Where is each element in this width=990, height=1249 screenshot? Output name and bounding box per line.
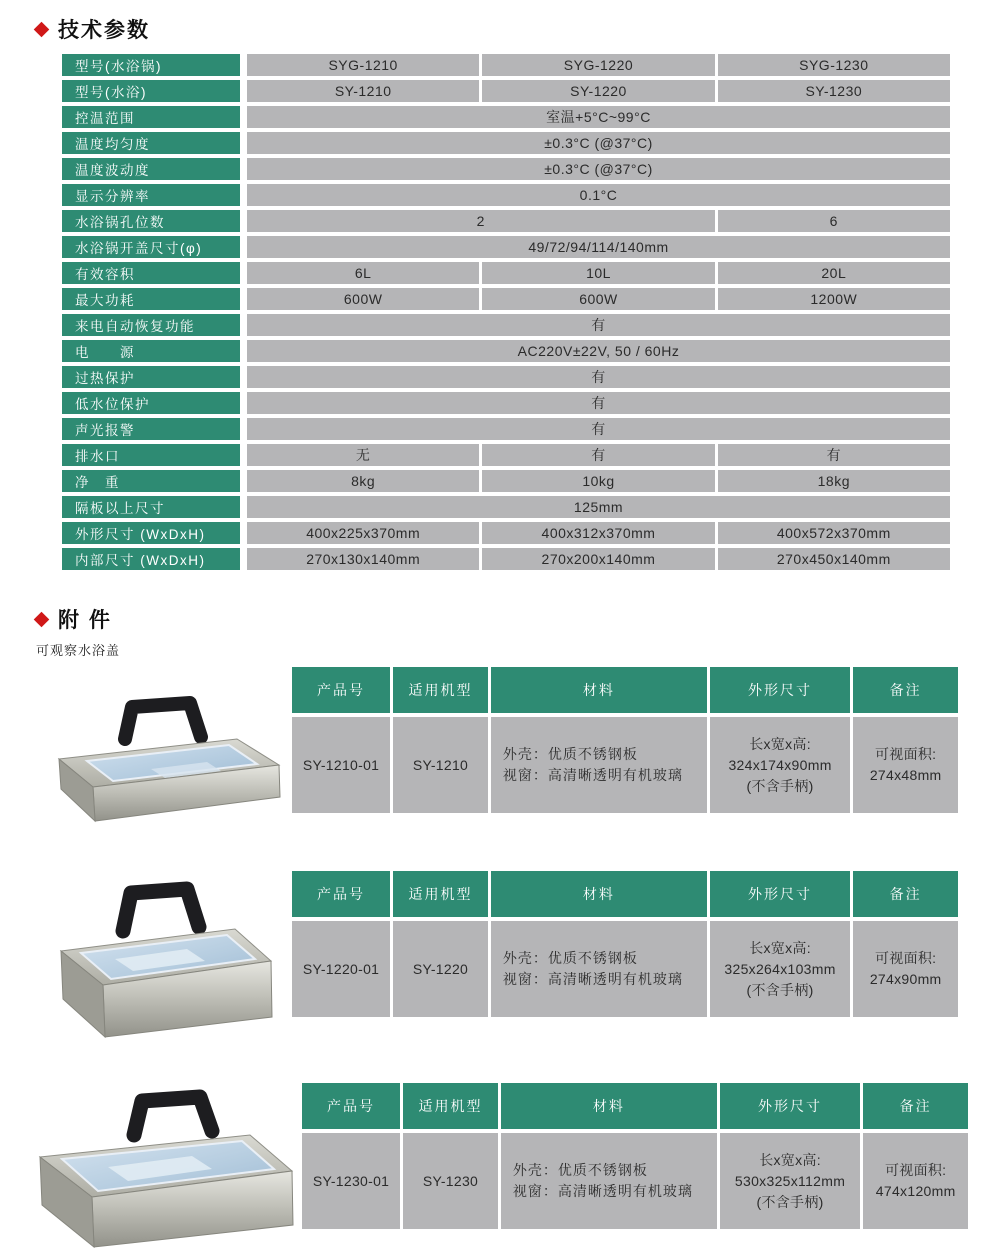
spec-value: 400x572x370mm (718, 522, 950, 544)
table-row (62, 210, 950, 232)
accessory-table-1 (292, 667, 958, 813)
row-label: 控温范围 (62, 106, 240, 128)
spec-value: AC220V±22V, 50 / 60Hz (247, 340, 950, 362)
table-row (62, 184, 950, 206)
col-header-note: 备注 (853, 667, 958, 713)
accessory-section-title (36, 604, 990, 634)
note-line: 274x48mm (869, 767, 942, 783)
spec-value: 有 (247, 314, 950, 336)
spec-value: SY-1230 (718, 80, 950, 102)
table-row (62, 106, 950, 128)
spec-value: SYG-1220 (482, 54, 714, 76)
spec-value: SYG-1210 (247, 54, 479, 76)
table-row (62, 522, 950, 544)
material-line: 视窗：高清晰透明有机玻璃 (512, 1183, 693, 1199)
col-header-note: 备注 (863, 1083, 968, 1129)
accessory-item-3 (22, 1083, 990, 1249)
accessory-table-header (292, 871, 958, 917)
dimensions-cell (710, 921, 851, 1017)
accessory-section (0, 574, 990, 1249)
table-row (62, 470, 950, 492)
col-header-material: 材料 (501, 1083, 717, 1129)
row-label: 排水口 (62, 444, 240, 466)
row-label: 来电自动恢复功能 (62, 314, 240, 336)
row-label: 温度波动度 (62, 158, 240, 180)
table-row (62, 548, 950, 570)
row-label: 隔板以上尺寸 (62, 496, 240, 518)
spec-value: 600W (482, 288, 714, 310)
tech-section (0, 0, 990, 570)
table-row (62, 418, 950, 440)
product-no: SY-1230-01 (302, 1133, 400, 1229)
lid-handle (125, 703, 201, 739)
note-cell (853, 717, 958, 813)
col-header-material: 材料 (491, 871, 707, 917)
note-line: 可视面积: (874, 746, 937, 762)
spec-value: 20L (718, 262, 950, 284)
spec-value: 0.1°C (247, 184, 950, 206)
table-row (62, 132, 950, 154)
dims-line: 长x宽x高: (749, 939, 811, 956)
row-label: 低水位保护 (62, 392, 240, 414)
spec-value: 有 (247, 418, 950, 440)
dims-line: 325x264x103mm (724, 960, 836, 977)
note-cell (863, 1133, 968, 1229)
row-label: 显示分辨率 (62, 184, 240, 206)
lid-handle (134, 1097, 212, 1135)
spec-value: 400x312x370mm (482, 522, 714, 544)
spec-value: 室温+5°C~99°C (247, 106, 950, 128)
lid-handle (123, 889, 199, 931)
accessory-title-text: 附 件 (58, 609, 112, 632)
accessory-table-3 (302, 1083, 968, 1229)
spec-value: SYG-1230 (718, 54, 950, 76)
spec-value: ±0.3°C (@37°C) (247, 158, 950, 180)
dimensions-cell (710, 717, 851, 813)
dims-line: 324x174x90mm (728, 756, 832, 773)
spec-value: 49/72/94/114/140mm (247, 236, 950, 258)
spec-value: 10kg (482, 470, 714, 492)
spec-value: 1200W (718, 288, 950, 310)
col-header-model: 适用机型 (393, 871, 488, 917)
table-row (62, 314, 950, 336)
dims-line: (不含手柄) (746, 981, 814, 998)
material-cell (491, 717, 707, 813)
product-no: SY-1210-01 (292, 717, 390, 813)
material-cell (501, 1133, 717, 1229)
material-line: 视窗：高清晰透明有机玻璃 (502, 767, 683, 783)
tech-section-title (36, 14, 990, 44)
table-row (62, 340, 950, 362)
col-header-material: 材料 (491, 667, 707, 713)
accessory-table-header (292, 667, 958, 713)
material-line: 外壳：优质不锈钢板 (502, 950, 638, 966)
row-label: 最大功耗 (62, 288, 240, 310)
water-bath-lid-photo (37, 867, 277, 1039)
accessory-table-2 (292, 871, 958, 1017)
spec-value: 有 (247, 366, 950, 388)
diamond-bullet-icon (34, 611, 50, 627)
spec-value: 270x200x140mm (482, 548, 714, 570)
spec-value: 18kg (718, 470, 950, 492)
col-header-note: 备注 (853, 871, 958, 917)
accessory-subtitle: 可观察水浴盖 (36, 643, 121, 658)
row-label: 水浴锅孔位数 (62, 210, 240, 232)
product-no: SY-1220-01 (292, 921, 390, 1017)
spec-value: 8kg (247, 470, 479, 492)
accessory-photo-sy-1210-01 (22, 685, 292, 827)
row-label: 有效容积 (62, 262, 240, 284)
col-header-dimensions: 外形尺寸 (710, 871, 851, 917)
row-label: 型号(水浴锅) (62, 54, 240, 76)
col-header-product-no: 产品号 (302, 1083, 400, 1129)
spec-value: 2 (247, 210, 715, 232)
accessory-photo-sy-1220-01 (22, 867, 292, 1039)
accessory-item-2 (22, 871, 990, 1039)
table-row (62, 54, 950, 76)
spec-value: 600W (247, 288, 479, 310)
material-line: 外壳：优质不锈钢板 (502, 746, 638, 762)
note-cell (853, 921, 958, 1017)
spec-value: 400x225x370mm (247, 522, 479, 544)
material-line: 视窗：高清晰透明有机玻璃 (502, 971, 683, 987)
table-row (62, 392, 950, 414)
diamond-bullet-icon (34, 21, 50, 37)
note-line: 可视面积: (874, 950, 937, 966)
col-header-dimensions: 外形尺寸 (720, 1083, 861, 1129)
spec-value: 125mm (247, 496, 950, 518)
dims-line: (不含手柄) (746, 777, 814, 794)
tech-title-text: 技术参数 (58, 19, 150, 42)
spec-value: SY-1210 (247, 80, 479, 102)
spec-value: 有 (718, 444, 950, 466)
col-header-dimensions: 外形尺寸 (710, 667, 851, 713)
table-row (62, 366, 950, 388)
row-label: 型号(水浴) (62, 80, 240, 102)
accessory-table-row (302, 1133, 968, 1229)
table-row (62, 236, 950, 258)
row-label: 声光报警 (62, 418, 240, 440)
model-no: SY-1230 (403, 1133, 498, 1229)
row-label: 内部尺寸 (WxDxH) (62, 548, 240, 570)
spec-value: 270x130x140mm (247, 548, 479, 570)
accessory-table-row (292, 717, 958, 813)
col-header-product-no: 产品号 (292, 667, 390, 713)
dimensions-cell (720, 1133, 861, 1229)
accessory-item-1 (22, 667, 990, 827)
dims-line: 长x宽x高: (759, 1151, 821, 1168)
note-line: 可视面积: (884, 1162, 947, 1178)
spec-value: 10L (482, 262, 714, 284)
spec-value: 6L (247, 262, 479, 284)
dims-line: (不含手柄) (756, 1193, 824, 1210)
table-row (62, 262, 950, 284)
spec-value: 无 (247, 444, 479, 466)
spec-value: 有 (482, 444, 714, 466)
spec-value: SY-1220 (482, 80, 714, 102)
row-label: 过热保护 (62, 366, 240, 388)
row-label: 水浴锅开盖尺寸(φ) (62, 236, 240, 258)
col-header-model: 适用机型 (403, 1083, 498, 1129)
spec-table (62, 54, 950, 570)
spec-value: ±0.3°C (@37°C) (247, 132, 950, 154)
dims-line: 530x325x112mm (734, 1172, 846, 1189)
col-header-product-no: 产品号 (292, 871, 390, 917)
material-cell (491, 921, 707, 1017)
accessory-table-row (292, 921, 958, 1017)
row-label: 电 源 (62, 340, 240, 362)
water-bath-lid-photo (31, 685, 283, 827)
note-line: 474x120mm (875, 1183, 956, 1199)
water-bath-lid-photo (22, 1077, 302, 1249)
table-row (62, 80, 950, 102)
spec-value: 6 (718, 210, 950, 232)
model-no: SY-1210 (393, 717, 488, 813)
row-label: 外形尺寸 (WxDxH) (62, 522, 240, 544)
note-line: 274x90mm (869, 971, 942, 987)
spec-value: 270x450x140mm (718, 548, 950, 570)
table-row (62, 496, 950, 518)
model-no: SY-1220 (393, 921, 488, 1017)
accessory-table-header (302, 1083, 968, 1129)
accessory-photo-sy-1230-01 (22, 1077, 302, 1249)
spec-value: 有 (247, 392, 950, 414)
col-header-model: 适用机型 (393, 667, 488, 713)
row-label: 温度均匀度 (62, 132, 240, 154)
table-row (62, 288, 950, 310)
table-row (62, 158, 950, 180)
row-label: 净 重 (62, 470, 240, 492)
dims-line: 长x宽x高: (749, 735, 811, 752)
material-line: 外壳：优质不锈钢板 (512, 1162, 648, 1178)
table-row (62, 444, 950, 466)
